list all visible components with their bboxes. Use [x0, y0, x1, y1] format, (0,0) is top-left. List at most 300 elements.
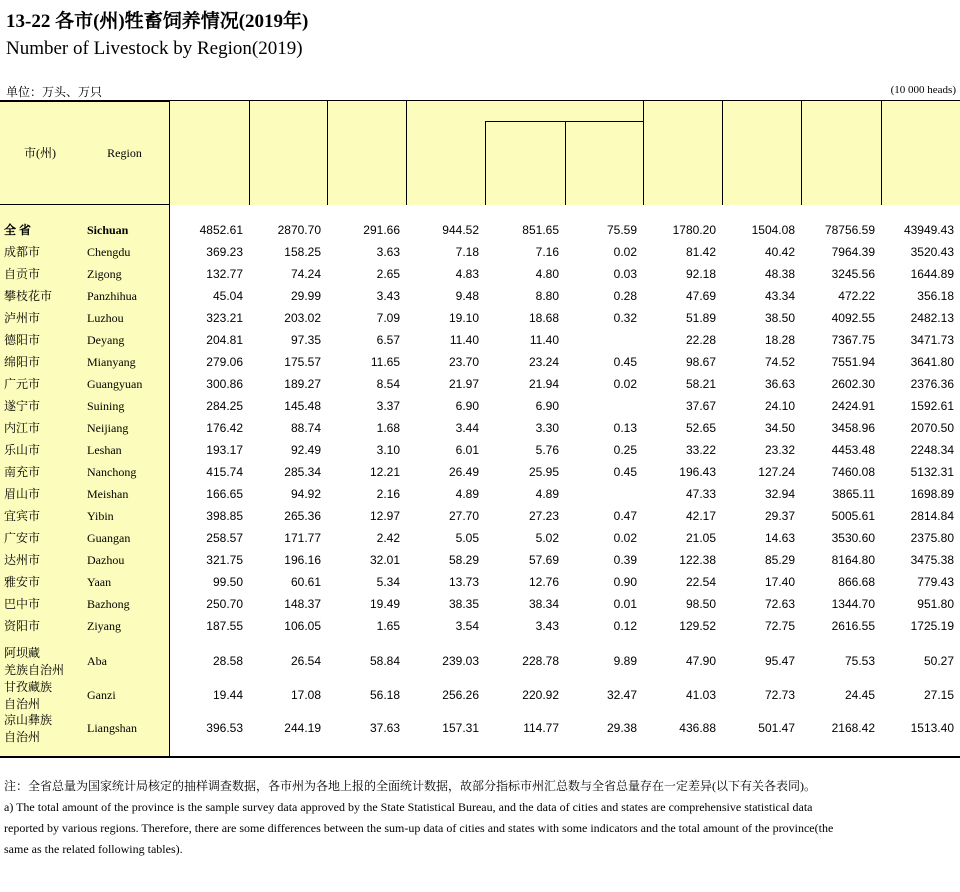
page-title-cn: 13-22 各市(州)牲畜饲养情况(2019年): [6, 11, 309, 32]
cell-value: 28.58: [212, 654, 243, 668]
cell-value: 436.88: [679, 721, 716, 735]
region-name-cn: 宜宾市: [4, 509, 41, 523]
cell-value: 2.16: [376, 487, 400, 501]
cell-value: 5.05: [455, 531, 479, 545]
cell-value: 7460.08: [831, 465, 875, 479]
cell-value: 18.28: [764, 333, 795, 347]
region-name-en: Nanchong: [87, 465, 137, 479]
cell-value: 11.40: [449, 333, 479, 347]
cell-value: 4092.55: [831, 311, 875, 325]
cell-value: 114.77: [523, 721, 559, 735]
cell-value: 37.63: [369, 721, 400, 735]
cell-value: 43.34: [764, 289, 795, 303]
cell-value: 47.33: [685, 487, 716, 501]
cell-value: 851.65: [522, 223, 559, 237]
cell-value: 239.03: [442, 654, 479, 668]
cell-value: 6.01: [455, 443, 479, 457]
table-row: [0, 418, 960, 440]
cell-value: 2.65: [376, 267, 400, 281]
cell-value: 3.43: [535, 619, 559, 633]
cell-value: 72.75: [764, 619, 795, 633]
region-name-en: Panzhihua: [87, 289, 137, 303]
cell-value: 258.57: [206, 531, 243, 545]
header-background: [327, 101, 406, 205]
cell-value: 23.70: [448, 355, 479, 369]
cell-value: 50.27: [923, 654, 954, 668]
cell-value: 284.25: [206, 399, 243, 413]
cell-value: 98.67: [685, 355, 716, 369]
cell-value: 98.50: [685, 597, 716, 611]
cell-value: 145.48: [284, 399, 321, 413]
cell-value: 265.36: [284, 509, 321, 523]
cell-value: 7964.39: [831, 245, 875, 259]
cell-value: 3.63: [376, 245, 400, 259]
cell-value: 356.18: [917, 289, 954, 303]
region-name-cn: 甘孜藏族 自治州: [4, 680, 53, 711]
cell-value: 27.15: [923, 688, 954, 702]
cell-value: 279.06: [206, 355, 243, 369]
column-divider: [722, 101, 723, 205]
cell-value: 36.63: [764, 377, 795, 391]
cell-value: 27.70: [448, 509, 479, 523]
cell-value: 1644.89: [910, 267, 954, 281]
cell-value: 291.66: [363, 223, 400, 237]
large-animals-subheader-rule: [485, 121, 643, 122]
cell-value: 0.03: [613, 267, 637, 281]
cell-value: 2616.55: [831, 619, 875, 633]
region-name-cn: 资阳市: [4, 619, 41, 633]
table-row: [0, 352, 960, 374]
cell-value: 1725.19: [910, 619, 954, 633]
region-name-en: Deyang: [87, 333, 125, 347]
table-row: [0, 220, 960, 242]
table-row: [0, 594, 960, 616]
cell-value: 32.01: [369, 553, 400, 567]
cell-value: 94.92: [290, 487, 321, 501]
cell-value: 21.97: [448, 377, 479, 391]
cell-value: 12.76: [528, 575, 559, 589]
cell-value: 72.63: [764, 597, 795, 611]
cell-value: 7551.94: [831, 355, 875, 369]
cell-value: 14.63: [764, 531, 795, 545]
sub-column-divider: [565, 121, 566, 205]
cell-value: 5005.61: [831, 509, 875, 523]
header-region-en: Region: [107, 146, 142, 160]
cell-value: 41.03: [685, 688, 716, 702]
cell-value: 132.77: [206, 267, 243, 281]
cell-value: 58.29: [448, 553, 479, 567]
region-name-cn: 巴中市: [4, 597, 41, 611]
region-name-en: Neijiang: [87, 421, 129, 435]
cell-value: 5.34: [376, 575, 400, 589]
table-row: [0, 528, 960, 550]
cell-value: 88.74: [290, 421, 321, 435]
region-name-cn: 达州市: [4, 553, 41, 567]
cell-value: 0.45: [613, 355, 637, 369]
cell-value: 4.89: [535, 487, 559, 501]
column-divider: [643, 101, 644, 205]
cell-value: 3520.43: [910, 245, 954, 259]
region-name-cn: 阿坝藏 羌族自治州: [4, 646, 65, 677]
cell-value: 2248.34: [910, 443, 954, 457]
cell-value: 19.49: [369, 597, 400, 611]
cell-value: 2168.42: [831, 721, 875, 735]
cell-value: 0.01: [613, 597, 637, 611]
cell-value: 0.45: [613, 465, 637, 479]
cell-value: 2602.30: [831, 377, 875, 391]
cell-value: 11.40: [529, 333, 559, 347]
cell-value: 2814.84: [910, 509, 954, 523]
cell-value: 21.94: [528, 377, 559, 391]
table-row: [0, 286, 960, 308]
cell-value: 9.48: [455, 289, 479, 303]
region-name-en: Yaan: [87, 575, 112, 589]
cell-value: 3865.11: [832, 487, 875, 501]
cell-value: 22.28: [685, 333, 716, 347]
cell-value: 17.08: [290, 688, 321, 702]
cell-value: 285.34: [284, 465, 321, 479]
cell-value: 12.97: [369, 509, 400, 523]
cell-value: 72.73: [764, 688, 795, 702]
cell-value: 6.90: [455, 399, 479, 413]
region-name-en: Meishan: [87, 487, 129, 501]
cell-value: 203.02: [284, 311, 321, 325]
region-name-cn: 南充市: [4, 465, 41, 479]
unit-label-cn: 单位：万头、万只: [6, 85, 103, 99]
column-divider: [327, 101, 328, 205]
cell-value: 0.47: [613, 509, 637, 523]
cell-value: 60.61: [290, 575, 321, 589]
cell-value: 472.22: [838, 289, 875, 303]
cell-value: 1592.61: [910, 399, 954, 413]
cell-value: 256.26: [442, 688, 479, 702]
cell-value: 4852.61: [199, 223, 243, 237]
table-row: [0, 440, 960, 462]
cell-value: 127.24: [758, 465, 795, 479]
table-row: [0, 679, 960, 713]
cell-value: 2482.13: [910, 311, 954, 325]
table-row: [0, 712, 960, 746]
cell-value: 4.89: [455, 487, 479, 501]
cell-value: 24.10: [764, 399, 795, 413]
cell-value: 0.02: [613, 377, 637, 391]
header-background: [722, 101, 801, 205]
region-name-en: Zigong: [87, 267, 122, 281]
cell-value: 228.78: [522, 654, 559, 668]
cell-value: 220.92: [522, 688, 559, 702]
cell-value: 0.32: [613, 311, 637, 325]
cell-value: 92.49: [290, 443, 321, 457]
region-name-cn: 绵阳市: [4, 355, 41, 369]
cell-value: 1344.70: [831, 597, 875, 611]
cell-value: 189.27: [284, 377, 321, 391]
page-title-en: Number of Livestock by Region(2019): [6, 38, 303, 59]
cell-value: 3.10: [376, 443, 400, 457]
cell-value: 0.12: [613, 619, 637, 633]
cell-value: 47.69: [685, 289, 716, 303]
header-background: [565, 101, 643, 205]
table-row: [0, 264, 960, 286]
cell-value: 3641.80: [910, 355, 954, 369]
cell-value: 2.42: [376, 531, 400, 545]
cell-value: 3475.38: [910, 553, 954, 567]
cell-value: 3.37: [376, 399, 400, 413]
cell-value: 321.75: [206, 553, 243, 567]
region-name-en: Luzhou: [87, 311, 124, 325]
cell-value: 75.53: [844, 654, 875, 668]
cell-value: 0.39: [613, 553, 637, 567]
region-name-en: Bazhong: [87, 597, 130, 611]
cell-value: 34.50: [764, 421, 795, 435]
cell-value: 7.09: [376, 311, 400, 325]
table-row: [0, 572, 960, 594]
cell-value: 122.38: [679, 553, 716, 567]
cell-value: 26.49: [448, 465, 479, 479]
cell-value: 3245.56: [831, 267, 875, 281]
cell-value: 40.42: [764, 245, 795, 259]
cell-value: 187.55: [206, 619, 243, 633]
cell-value: 171.77: [284, 531, 321, 545]
region-name-en: Leshan: [87, 443, 122, 457]
cell-value: 0.02: [613, 531, 637, 545]
cell-value: 74.24: [290, 267, 321, 281]
cell-value: 779.43: [917, 575, 954, 589]
cell-value: 166.65: [206, 487, 243, 501]
cell-value: 8.54: [376, 377, 400, 391]
table-row: [0, 462, 960, 484]
cell-value: 75.59: [606, 223, 637, 237]
cell-value: 26.54: [290, 654, 321, 668]
cell-value: 29.38: [606, 721, 637, 735]
table-row: [0, 484, 960, 506]
cell-value: 250.70: [206, 597, 243, 611]
region-name-en: Guangyuan: [87, 377, 143, 391]
table-row: [0, 374, 960, 396]
cell-value: 244.19: [284, 721, 321, 735]
cell-value: 196.16: [284, 553, 321, 567]
cell-value: 92.18: [685, 267, 716, 281]
cell-value: 5.02: [535, 531, 559, 545]
cell-value: 7367.75: [831, 333, 875, 347]
header-background: [406, 101, 485, 205]
region-name-en: Aba: [87, 654, 107, 668]
cell-value: 38.35: [448, 597, 479, 611]
region-name-cn: 眉山市: [4, 487, 41, 501]
header-background: [169, 101, 249, 205]
cell-value: 4.80: [535, 267, 559, 281]
cell-value: 95.47: [764, 654, 795, 668]
column-divider: [169, 101, 170, 757]
cell-value: 3.44: [455, 421, 479, 435]
cell-value: 32.47: [606, 688, 637, 702]
header-background: [643, 101, 722, 205]
cell-value: 3530.60: [831, 531, 875, 545]
cell-value: 1513.40: [910, 721, 954, 735]
region-name-cn: 广元市: [4, 377, 41, 391]
cell-value: 2070.50: [910, 421, 954, 435]
region-name-en: Dazhou: [87, 553, 125, 567]
header-background: [485, 101, 565, 205]
column-divider: [801, 101, 802, 205]
cell-value: 3.54: [455, 619, 479, 633]
table-row: [0, 550, 960, 572]
cell-value: 18.68: [528, 311, 559, 325]
cell-value: 2376.36: [910, 377, 954, 391]
table-row: [0, 645, 960, 679]
table-row: [0, 506, 960, 528]
column-divider: [249, 101, 250, 205]
cell-value: 196.43: [679, 465, 716, 479]
cell-value: 81.42: [685, 245, 716, 259]
cell-value: 1504.08: [751, 223, 795, 237]
cell-value: 56.18: [369, 688, 400, 702]
cell-value: 866.68: [838, 575, 875, 589]
region-name-en: Chengdu: [87, 245, 131, 259]
region-name-en: Mianyang: [87, 355, 136, 369]
cell-value: 1698.89: [910, 487, 954, 501]
cell-value: 951.80: [917, 597, 954, 611]
cell-value: 58.84: [369, 654, 400, 668]
cell-value: 29.37: [764, 509, 795, 523]
cell-value: 6.57: [376, 333, 400, 347]
cell-value: 0.90: [613, 575, 637, 589]
region-name-cn: 攀枝花市: [4, 289, 53, 303]
region-name-cn: 遂宁市: [4, 399, 41, 413]
cell-value: 2375.80: [910, 531, 954, 545]
cell-value: 37.67: [685, 399, 716, 413]
region-name-cn: 全 省: [4, 223, 32, 237]
cell-value: 45.04: [212, 289, 243, 303]
cell-value: 158.25: [284, 245, 321, 259]
cell-value: 8164.80: [831, 553, 875, 567]
cell-value: 51.89: [685, 311, 716, 325]
cell-value: 9.89: [613, 654, 637, 668]
cell-value: 369.23: [206, 245, 243, 259]
cell-value: 58.21: [685, 377, 716, 391]
region-name-en: Ziyang: [87, 619, 121, 633]
region-name-en: Liangshan: [87, 721, 137, 735]
cell-value: 4.83: [455, 267, 479, 281]
cell-value: 6.90: [535, 399, 559, 413]
cell-value: 157.31: [442, 721, 479, 735]
cell-value: 175.57: [284, 355, 321, 369]
cell-value: 99.50: [212, 575, 243, 589]
cell-value: 300.86: [206, 377, 243, 391]
header-background: [801, 101, 881, 205]
cell-value: 13.73: [448, 575, 479, 589]
cell-value: 5132.31: [910, 465, 954, 479]
region-name-cn: 内江市: [4, 421, 41, 435]
cell-value: 7.16: [535, 245, 559, 259]
cell-value: 501.47: [758, 721, 795, 735]
header-city-cn: 市(州): [24, 146, 56, 160]
cell-value: 42.17: [685, 509, 716, 523]
table-bottom-rule: [0, 756, 960, 758]
cell-value: 78756.59: [824, 223, 875, 237]
cell-value: 323.21: [206, 311, 243, 325]
cell-value: 3471.73: [910, 333, 954, 347]
region-name-cn: 自贡市: [4, 267, 41, 281]
cell-value: 0.28: [613, 289, 637, 303]
cell-value: 19.10: [448, 311, 479, 325]
region-name-en: Guangan: [87, 531, 131, 545]
cell-value: 97.35: [290, 333, 321, 347]
cell-value: 106.05: [284, 619, 321, 633]
cell-value: 29.99: [290, 289, 321, 303]
cell-value: 0.13: [613, 421, 637, 435]
unit-label-en: (10 000 heads): [890, 84, 956, 96]
cell-value: 4453.48: [831, 443, 875, 457]
cell-value: 21.05: [685, 531, 716, 545]
cell-value: 38.34: [528, 597, 559, 611]
cell-value: 193.17: [206, 443, 243, 457]
cell-value: 1.68: [376, 421, 400, 435]
cell-value: 2424.91: [831, 399, 875, 413]
footnote-en: a) The total amount of the province is the sample survey data approved by the State Statistical Bureau, and the data of cities and states are comprehensive statistical data reported by various regions. Therefore, there are some differences between the sum-up data of cities and states with some indicators and the total amount of the province(the same as the related following tables).: [4, 800, 834, 856]
cell-value: 0.02: [613, 245, 637, 259]
cell-value: 27.23: [528, 509, 559, 523]
region-name-cn: 广安市: [4, 531, 41, 545]
region-name-cn: 凉山彝族 自治州: [4, 713, 53, 744]
cell-value: 85.29: [764, 553, 795, 567]
region-name-cn: 成都市: [4, 245, 41, 259]
cell-value: 74.52: [764, 355, 795, 369]
cell-value: 43949.43: [903, 223, 954, 237]
region-name-en: Yibin: [87, 509, 114, 523]
table-row: [0, 242, 960, 264]
cell-value: 24.45: [844, 688, 875, 702]
cell-value: 57.69: [528, 553, 559, 567]
cell-value: 1780.20: [672, 223, 716, 237]
cell-value: 1.65: [376, 619, 400, 633]
cell-value: 3.30: [535, 421, 559, 435]
table-row: [0, 330, 960, 352]
region-name-en: Sichuan: [87, 223, 129, 237]
cell-value: 176.42: [206, 421, 243, 435]
cell-value: 48.38: [764, 267, 795, 281]
cell-value: 3.43: [376, 289, 400, 303]
cell-value: 23.24: [528, 355, 559, 369]
sub-column-divider: [485, 121, 486, 205]
cell-value: 3458.96: [831, 421, 875, 435]
region-name-en: Suining: [87, 399, 125, 413]
cell-value: 148.37: [284, 597, 321, 611]
cell-value: 47.90: [685, 654, 716, 668]
cell-value: 5.76: [535, 443, 559, 457]
column-divider: [881, 101, 882, 205]
region-name-cn: 乐山市: [4, 443, 41, 457]
cell-value: 0.25: [613, 443, 637, 457]
region-name-cn: 雅安市: [4, 575, 41, 589]
header-background: [249, 101, 327, 205]
header-background: [881, 101, 960, 205]
table-row: [0, 396, 960, 418]
footnotes: [4, 776, 834, 860]
cell-value: 7.18: [455, 245, 479, 259]
cell-value: 23.32: [764, 443, 795, 457]
cell-value: 396.53: [206, 721, 243, 735]
cell-value: 129.52: [679, 619, 716, 633]
cell-value: 12.21: [369, 465, 400, 479]
cell-value: 32.94: [764, 487, 795, 501]
table-row: [0, 308, 960, 330]
cell-value: 17.40: [764, 575, 795, 589]
cell-value: 944.52: [442, 223, 479, 237]
region-name-cn: 泸州市: [4, 311, 41, 325]
table-row: [0, 616, 960, 638]
column-divider: [406, 101, 407, 205]
cell-value: 25.95: [528, 465, 559, 479]
